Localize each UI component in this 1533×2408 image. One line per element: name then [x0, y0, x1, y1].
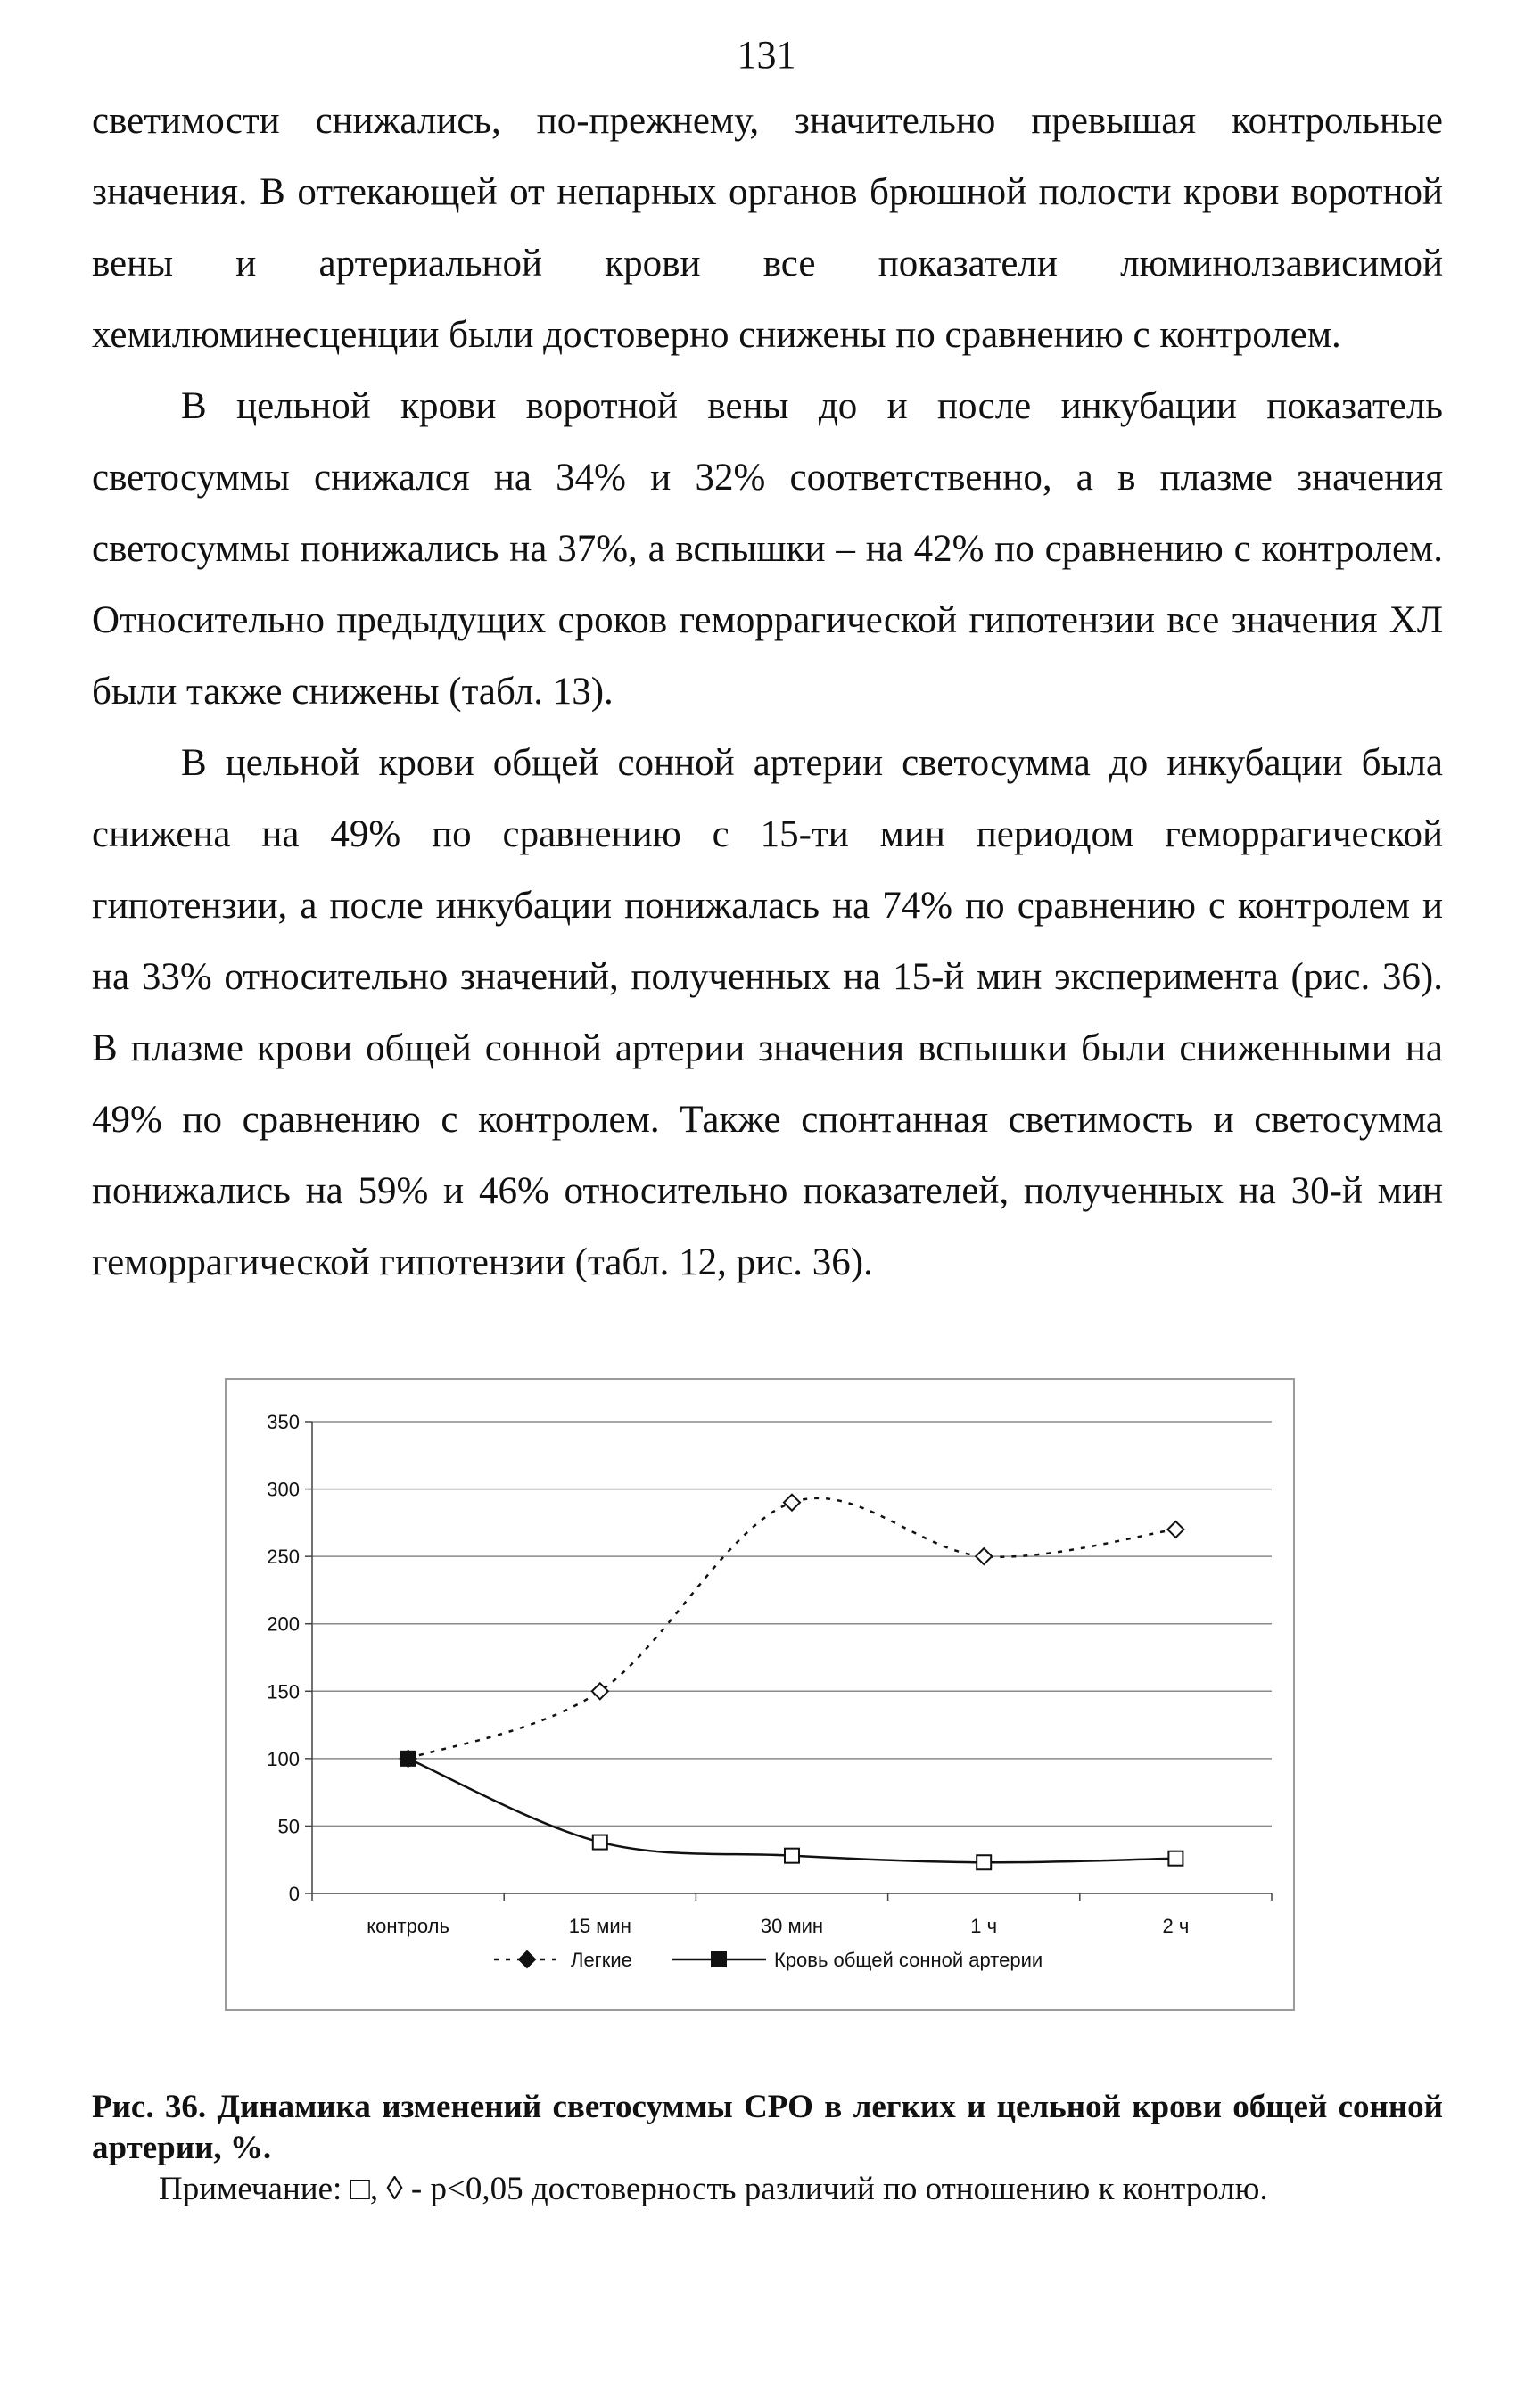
legend-marker-0: [519, 1951, 535, 1967]
series-0-point-3: [976, 1548, 992, 1564]
x-tick-label-1: 15 мин: [568, 1915, 631, 1937]
y-tick-label-100: 100: [267, 1747, 300, 1770]
y-tick-label-0: 0: [288, 1883, 300, 1905]
x-tick-label-3: 1 ч: [970, 1915, 998, 1937]
paragraph-1: светимости снижались, по-прежнему, значительно превышая контрольные значения. В оттекающей от непарных органов брюшной полости крови воротной вены и артериальной крови все показатели люминолзависимой хемилюминесценции были достоверно снижены по сравнению с контролем.: [92, 100, 1443, 356]
figure-note: Примечание: □, ◊ - p<0,05 достоверность различий по отношению к контролю.: [159, 2171, 1268, 2207]
paragraph-2: В цельной крови воротной вены до и после инкубации показатель светосуммы снижался на 34% и 32% соответственно, а в плазме значения светосуммы понижались на 37%, а вспышки – на 42% по сравнению с контролем. Относительно предыдущих сроков геморрагической гипотензии все значения ХЛ были также снижены (табл. 13).: [92, 385, 1443, 713]
page-number: 131: [737, 33, 796, 77]
body-text: [92, 86, 1443, 1299]
y-tick-label-250: 250: [267, 1546, 300, 1569]
series-1-point-2: [785, 1849, 799, 1863]
x-tick-label-4: 2 ч: [1162, 1915, 1190, 1937]
line-chart: [227, 1380, 1293, 2009]
series-0-point-4: [1167, 1521, 1183, 1538]
x-tick-label-2: 30 мин: [760, 1915, 824, 1937]
legend-label-1: Кровь общей сонной артерии: [774, 1949, 1043, 1971]
series-1-point-4: [1168, 1851, 1183, 1866]
figure-36-chart: [225, 1378, 1295, 2011]
y-tick-label-50: 50: [277, 1815, 300, 1838]
series-1-point-1: [593, 1835, 607, 1850]
series-1-point-3: [977, 1855, 991, 1869]
y-tick-label-200: 200: [267, 1612, 300, 1636]
figure-title: Рис. 36. Динамика изменений светосуммы СРО в легких и цельной крови общей сонной артерии, %.: [92, 2089, 1443, 2166]
figure-caption: [92, 2087, 1443, 2210]
y-tick-label-150: 150: [267, 1680, 300, 1703]
series-1-point-0: [401, 1752, 416, 1766]
series-0-point-1: [592, 1683, 608, 1699]
x-tick-label-0: контроль: [367, 1915, 449, 1937]
legend-marker-1: [712, 1952, 726, 1967]
series-line-1: [408, 1759, 1176, 1862]
y-tick-label-300: 300: [267, 1478, 300, 1501]
paragraph-3: В цельной крови общей сонной артерии светосумма до инкубации была снижена на 49% по сравнению с 15-ти мин периодом геморрагической гипотензии, а после инкубации понижалась на 74% по сравнению с контролем и на 33% относительно значений, полученных на 15-й мин эксперимента (рис. 36). В плазме крови общей сонной артерии значения вспышки были сниженными на 49% по сравнению с контролем. Также спонтанная светимость и светосумма понижались на 59% и 46% относительно показателей, полученных на 30-й мин геморрагической гипотензии (табл. 12, рис. 36).: [92, 742, 1443, 1283]
y-tick-label-350: 350: [267, 1411, 300, 1433]
series-0-point-2: [784, 1495, 800, 1511]
series-line-0: [408, 1498, 1176, 1759]
legend-label-0: Легкие: [571, 1949, 632, 1971]
